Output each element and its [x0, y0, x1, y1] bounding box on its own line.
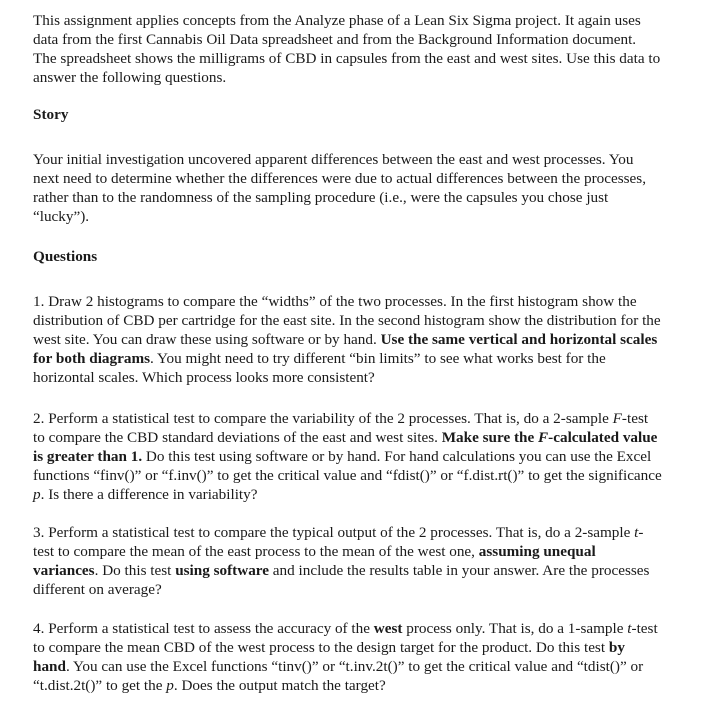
q1-bold-emphasis: Use the same vertical and horizontal scales for both diagrams — [33, 331, 658, 367]
q2-text-part2: -test to compare the CBD standard deviations of the east and west sites. — [33, 410, 649, 446]
q4-text-part4: . You can use the Excel functions “tinv()” or “t.inv.2t()” to get the critical value and “tdist()” or “t.dist.2t()” to get the — [33, 658, 644, 694]
q4-text-part2: process only. That is, do a 1-sample — [402, 620, 628, 637]
q1-text-part2: . You might need to try different “bin limits” to see what works best for the horizontal scales. Which process looks more consistent? — [33, 350, 606, 386]
q2-bold-italic-f — [538, 429, 548, 446]
question-4 — [33, 619, 663, 695]
q3-text-part1: 3. Perform a statistical test to compare the typical output of the 2 processes. That is, do a 2-sample — [33, 524, 635, 541]
q4-text-part1: 4. Perform a statistical test to assess the accuracy of the — [33, 620, 374, 637]
question-2 — [33, 409, 663, 504]
question-3 — [33, 523, 663, 599]
q4-italic-p: p — [166, 677, 174, 694]
q2-text-part3: Do this test using software or by hand. For hand calculations you can use the Excel functions “finv()” or “f.inv()” to get the critical value and “fdist()” or “f.dist.rt()” to get the significance — [33, 448, 662, 484]
q4-bold-west: west — [373, 620, 403, 637]
q2-bold-italic-f-letter: F — [538, 429, 549, 446]
q2-bold-emphasis-start: Make sure the — [441, 429, 539, 446]
q2-text-part1: 2. Perform a statistical test to compare the variability of the 2 processes. That is, do a 2-sample — [33, 410, 613, 427]
q2-italic-p: p — [33, 486, 41, 503]
q1-text-part1: 1. Draw 2 histograms to compare the “widths” of the two processes. In the first histogram show the distribution of CBD per cartridge for the east site. In the second histogram show the distribution for the west site. You can draw these using software or by hand. — [33, 293, 661, 348]
story-paragraph: Your initial investigation uncovered apparent differences between the east and west processes. You next need to determine whether the differences were due to actual differences between the processes, rather than to the randomness of the sampling procedure (i.e., were the capsules you chose just “lucky”). — [33, 151, 646, 225]
q3-bold-unequal-variances: assuming unequal variances — [33, 543, 596, 579]
story-heading: Story — [33, 106, 69, 123]
q3-text-part2: -test to compare the mean of the east process to the mean of the west one, — [33, 524, 644, 560]
q3-text-part4: and include the results table in your answer. Are the processes different on average? — [33, 562, 650, 598]
intro-paragraph: This assignment applies concepts from the Analyze phase of a Lean Six Sigma project. It again uses data from the first Cannabis Oil Data spreadsheet and from the Background Information document. The spreadsheet shows the milligrams of CBD in capsules from the east and west sites. Use this data to answer the following questions. — [33, 12, 661, 86]
q2-bold-emphasis-end: -calculated value is greater than 1. — [33, 429, 658, 465]
question-1 — [33, 292, 663, 387]
q4-text-part3: -test to compare the mean CBD of the west process to the design target for the product. Do this test — [33, 620, 658, 656]
q2-italic-f: F — [612, 410, 622, 427]
q4-bold-by-hand: by hand — [33, 639, 625, 675]
q3-bold-using-software: using software — [175, 562, 269, 579]
q4-italic-t: t — [627, 620, 632, 637]
q3-text-part3: . Do this test — [94, 562, 176, 579]
assignment-document — [33, 11, 663, 715]
q3-italic-t: t — [634, 524, 639, 541]
questions-heading: Questions — [33, 248, 98, 265]
q2-text-part4: . Is there a difference in variability? — [40, 486, 258, 503]
q4-text-part5: . Does the output match the target? — [173, 677, 386, 694]
